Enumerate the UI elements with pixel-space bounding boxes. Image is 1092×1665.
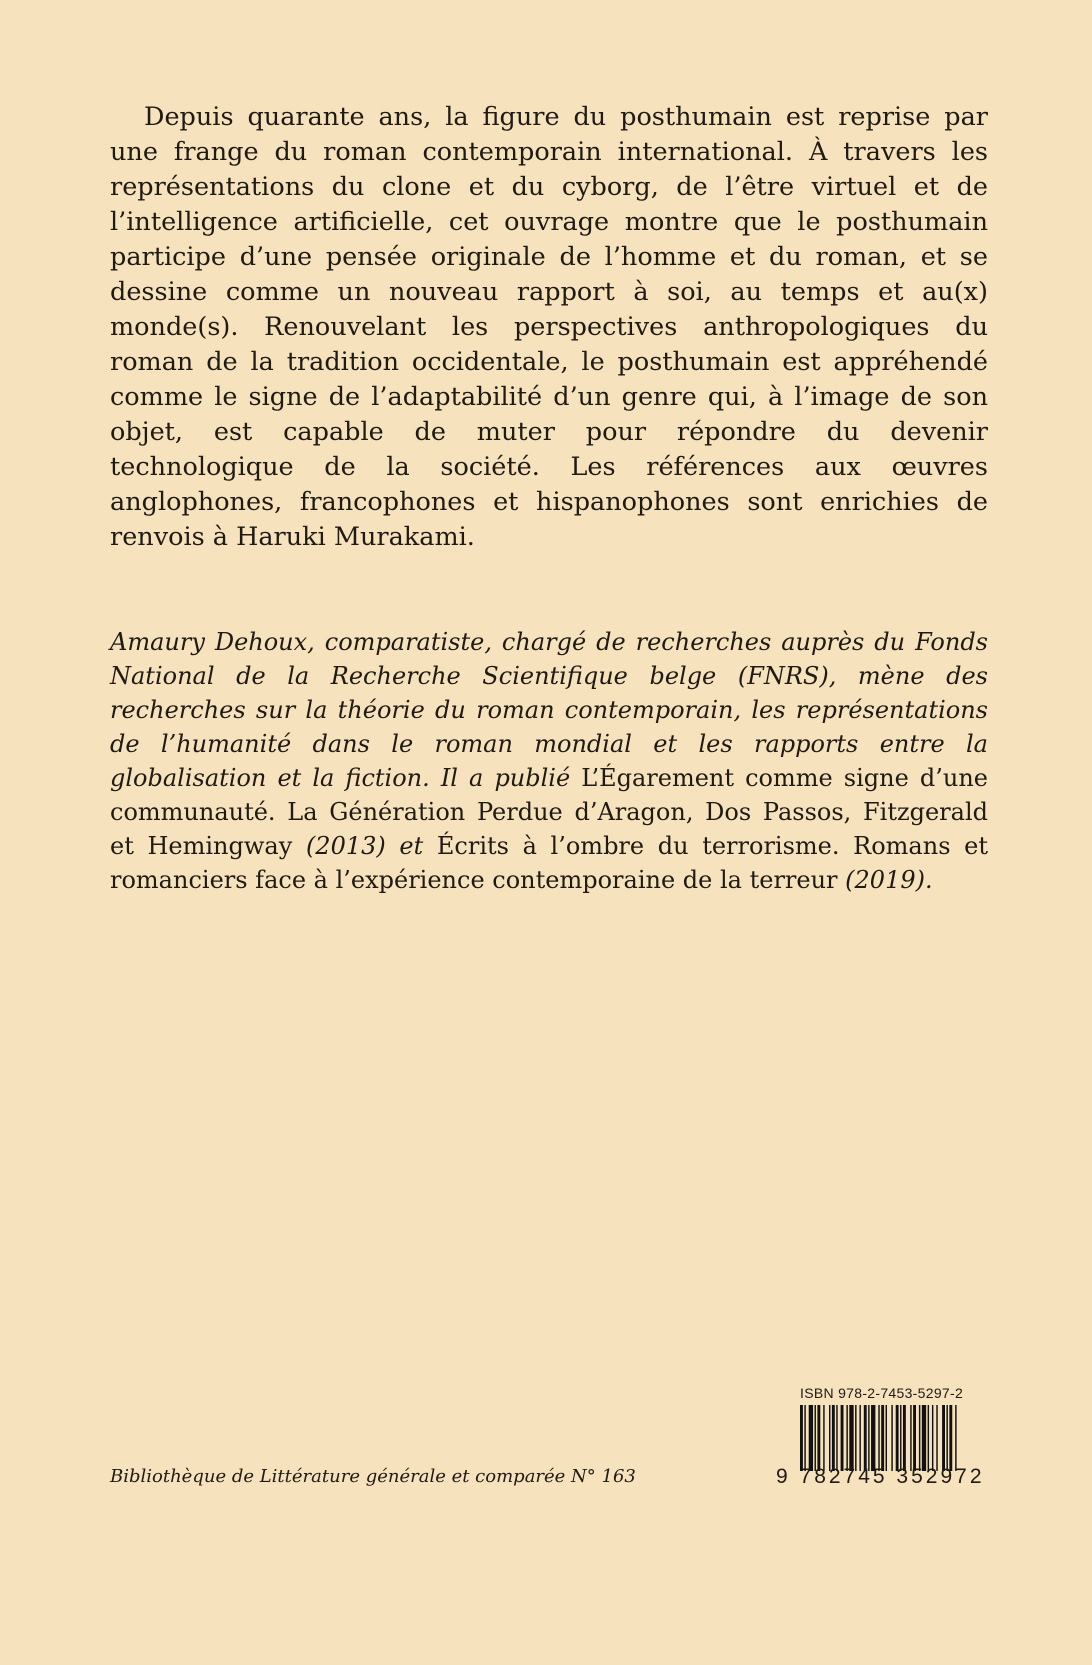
barcode-bar — [829, 1405, 830, 1471]
barcode-bar — [946, 1405, 947, 1471]
barcode-bar — [804, 1405, 805, 1471]
author-biography — [110, 625, 988, 897]
barcode-bar — [881, 1405, 884, 1471]
bio-year-2: (2019). — [837, 866, 933, 894]
bio-intro: Amaury Dehoux, comparatiste, chargé de recherches auprès du Fonds National de la Recherche Scientifique belge (FNRS), mène des recherches sur la théorie du roman contemporain, les représentations de l’humanité dans le roman mondial et les rapports entre la globalisation et la fiction. Il a publié — [110, 628, 988, 792]
barcode-bar — [919, 1405, 920, 1471]
barcode-digits: 9 782745 352972 — [776, 1465, 985, 1488]
barcode-bar — [815, 1405, 816, 1471]
barcode-bar — [817, 1405, 820, 1471]
barcode-bar — [859, 1405, 860, 1471]
barcode-bar — [878, 1405, 879, 1471]
bio-book-title-1: L’Égarement comme signe d’une communauté. La Génération Perdue d’Aragon, Dos Passos, Fitzgerald et Hemingway — [110, 764, 988, 860]
barcode-bar — [936, 1405, 937, 1471]
barcode-bar — [846, 1405, 847, 1471]
barcode-bar — [910, 1405, 911, 1471]
barcode-bar — [896, 1405, 899, 1471]
barcode-bar — [900, 1405, 901, 1471]
bio-year-1: (2013) et — [292, 832, 437, 860]
isbn-label: ISBN 978-2-7453-5297-2 — [800, 1385, 964, 1401]
barcode-bar — [864, 1405, 867, 1471]
series-name: Bibliothèque de Littérature générale et comparée N° 163 — [110, 1466, 636, 1487]
book-summary: Depuis quarante ans, la figure du posthumain est reprise par une frange du roman contemporain international. À travers les représentations du clone et du cyborg, de l’être virtuel et de l’intelligence artificielle, cet ouvrage montre que le posthumain participe d’une pensée originale de l’homme et du roman, et se dessine comme un nouveau rapport à soi, au temps et au(x) monde(s). Renouvelant les perspectives anthropologiques du roman de la tradition occidentale, le posthumain est appréhendé comme le signe de l’adaptabilité d’un genre qui, à l’image de son objet, est capable de muter pour répondre du devenir technologique de la société. Les références aux œuvres anglophones, francophones et hispanophones sont enrichies de renvois à Haruki Murakami. — [110, 102, 988, 552]
barcode-bar — [949, 1405, 952, 1471]
barcode-bar — [891, 1405, 892, 1471]
barcode-bar — [809, 1405, 813, 1471]
bio-book-title-2: Écrits à l’ombre du terrorisme. Romans et romanciers face à l’expérience contemporaine de la terreur — [110, 832, 989, 894]
barcode-bar — [932, 1405, 933, 1471]
barcode-bar — [823, 1405, 824, 1471]
barcode-bar — [800, 1405, 803, 1471]
barcode-bar — [868, 1405, 869, 1471]
barcode-icon — [800, 1405, 1000, 1471]
barcode-bar — [942, 1405, 945, 1471]
barcode-bar — [832, 1405, 835, 1471]
barcode-bar — [871, 1405, 875, 1471]
isbn-barcode-block — [768, 1385, 1000, 1495]
barcode-bar — [849, 1405, 853, 1471]
barcode-bar — [855, 1405, 856, 1471]
barcode-bar — [913, 1405, 916, 1471]
barcode-bar — [886, 1405, 887, 1471]
barcode-bar — [841, 1405, 844, 1471]
barcode-bar — [903, 1405, 906, 1471]
barcode-bar — [955, 1405, 956, 1471]
barcode-bar — [922, 1405, 926, 1471]
barcode-bar — [928, 1405, 929, 1471]
barcode-bar — [836, 1405, 837, 1471]
